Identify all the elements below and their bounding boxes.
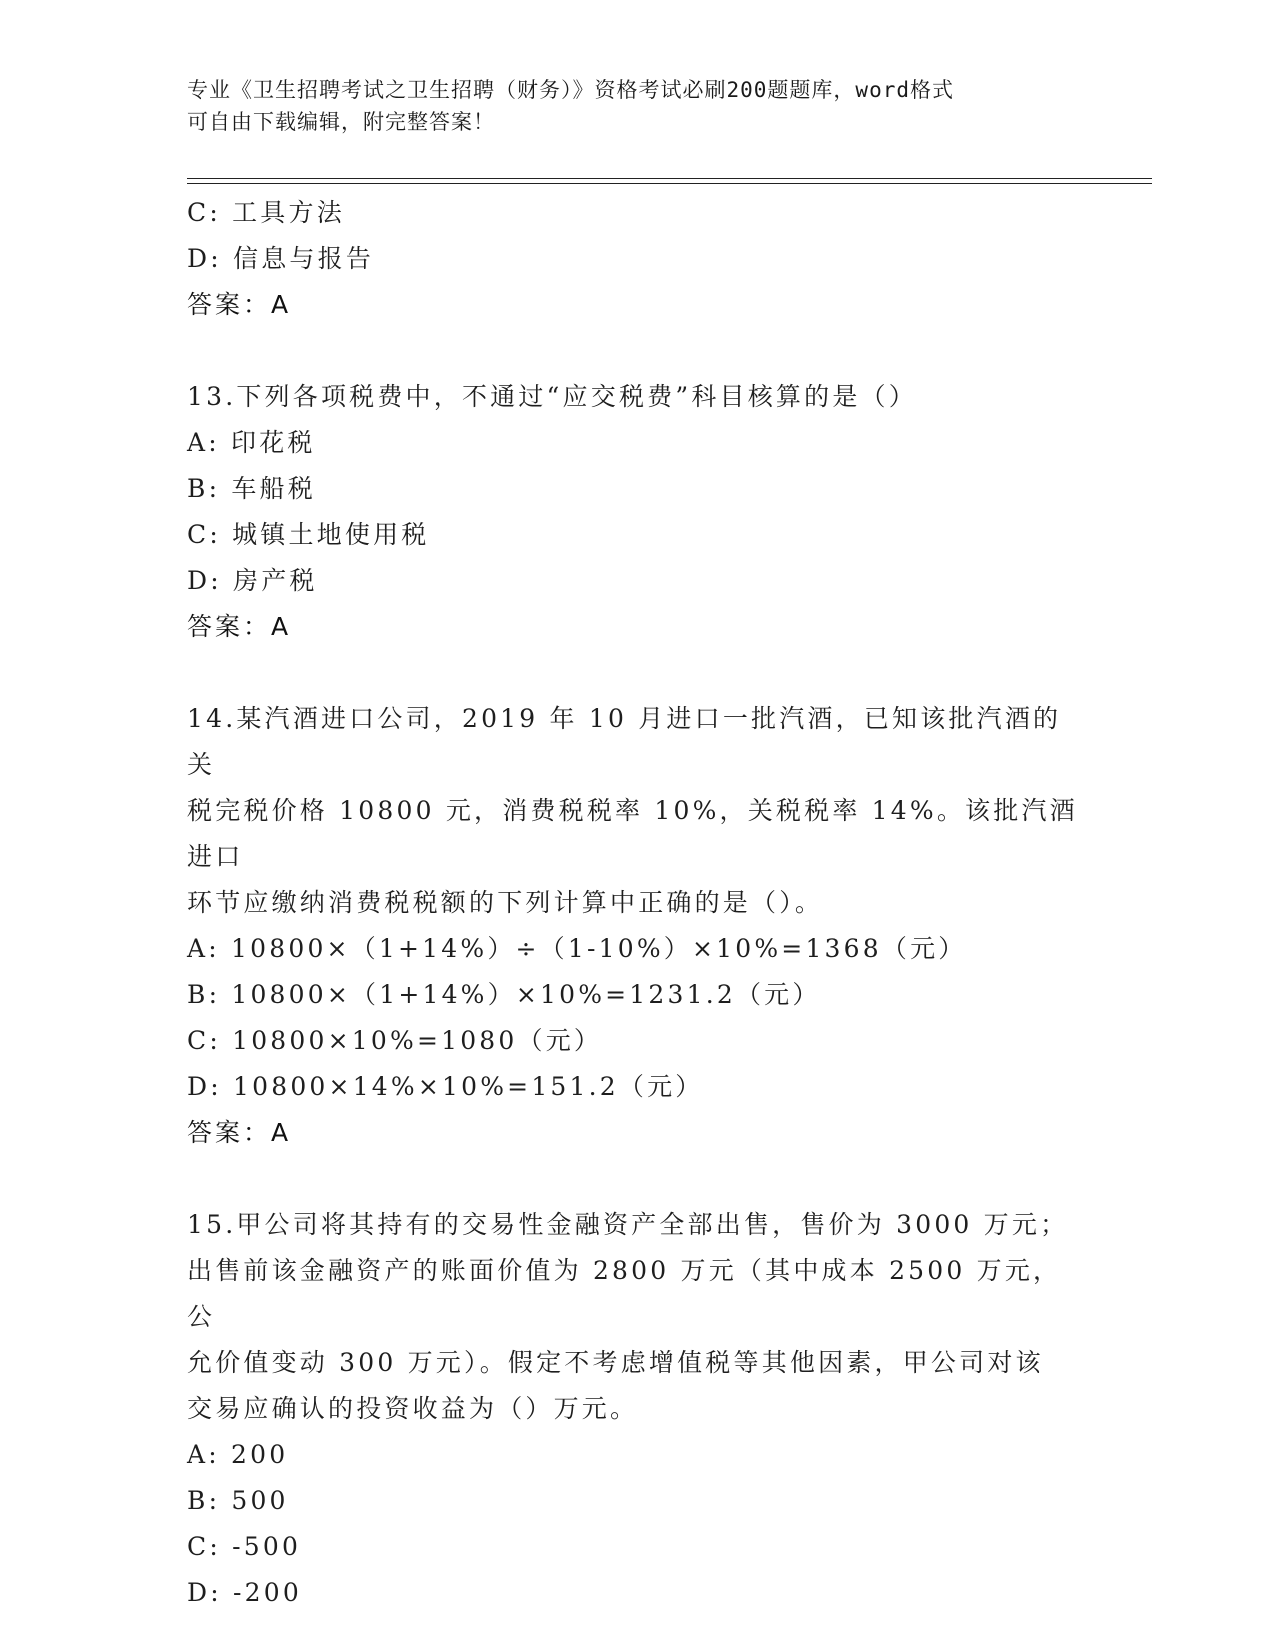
option-c: C: -500 xyxy=(187,1532,302,1561)
question-stem-line-1: 15.甲公司将其持有的交易性金融资产全部出售，售价为 3000 万元； xyxy=(187,1210,1069,1239)
question-stem-line-1: 14.某汽酒进口公司，2019 年 10 月进口一批汽酒，已知该批汽酒的关 xyxy=(187,704,1062,779)
option-c: C: 10800×10%=1080（元） xyxy=(187,1026,603,1055)
option-d: D: 房产税 xyxy=(187,566,318,595)
header-title-line-2: 可自由下载编辑，附完整答案！ xyxy=(187,110,495,134)
spacer xyxy=(187,650,1087,696)
question-stem-line-2: 出售前该金融资产的账面价值为 2800 万元（其中成本 2500 万元，公 xyxy=(187,1256,1062,1331)
header-title-line-1: 专业《卫生招聘考试之卫生招聘（财务）》资格考试必刷200题题库，word格式 xyxy=(187,78,954,102)
option-d: D: -200 xyxy=(187,1578,302,1607)
option-b: B: 500 xyxy=(187,1486,289,1515)
option-d: D: 信息与报告 xyxy=(187,244,375,273)
spacer xyxy=(187,328,1087,374)
option-b: B: 10800×（1+14%）×10%=1231.2（元） xyxy=(187,980,821,1009)
question-stem-line-3: 环节应缴纳消费税税额的下列计算中正确的是（）。 xyxy=(187,888,824,917)
option-c: C: 工具方法 xyxy=(187,198,345,227)
answer-line: 答案：A xyxy=(187,1118,292,1147)
document-header xyxy=(187,74,1067,138)
option-a: A: 10800×（1+14%）÷（1-10%）×10%=1368（元） xyxy=(187,934,967,963)
answer-line: 答案：A xyxy=(187,612,292,641)
question-12-tail xyxy=(187,190,1087,328)
question-13 xyxy=(187,374,1087,650)
option-a: A: 印花税 xyxy=(187,428,316,457)
question-stem-line-4: 交易应确认的投资收益为（）万元。 xyxy=(187,1394,639,1423)
header-divider-bottom xyxy=(187,183,1152,184)
answer-line: 答案：A xyxy=(187,290,292,319)
question-15 xyxy=(187,1202,1087,1616)
option-b: B: 车船税 xyxy=(187,474,316,503)
option-c: C: 城镇土地使用税 xyxy=(187,520,430,549)
document-body xyxy=(187,190,1087,1616)
option-a: A: 200 xyxy=(187,1440,289,1469)
question-stem: 13.下列各项税费中，不通过“应交税费”科目核算的是（） xyxy=(187,382,917,411)
question-14 xyxy=(187,696,1087,1156)
question-stem-line-2: 税完税价格 10800 元，消费税税率 10%，关税税率 14%。该批汽酒进口 xyxy=(187,796,1078,871)
spacer xyxy=(187,1156,1087,1202)
header-divider-top xyxy=(187,178,1152,179)
question-stem-line-3: 允价值变动 300 万元）。假定不考虑增值税等其他因素，甲公司对该 xyxy=(187,1348,1044,1377)
option-d: D: 10800×14%×10%=151.2（元） xyxy=(187,1072,704,1101)
